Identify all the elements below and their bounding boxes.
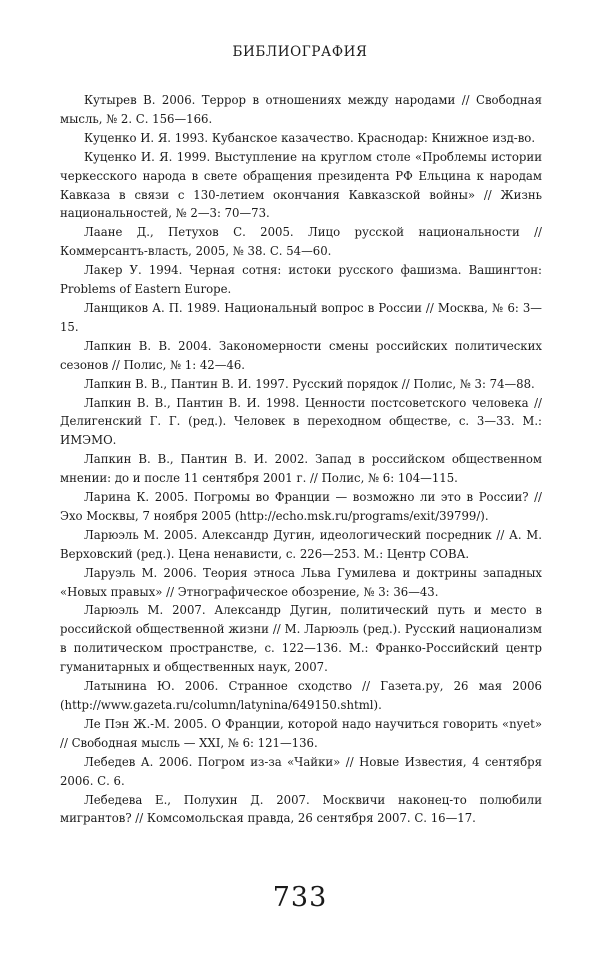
bibliography-entry: Ларюэль М. 2007. Александр Дугин, политический путь и место в российской общественной жизни // М. Ларюэль (ред.). Русский национализм в политическом пространстве, с. 122—136. М.: Франко-Российский центр гуманитарных и общественных наук, 2007. — [60, 603, 542, 675]
bibliography-entry: Куценко И. Я. 1993. Кубанское казачество. Краснодар: Книжное изд-во. — [84, 130, 536, 145]
page-number: 733 — [272, 882, 328, 913]
bibliography-entry: Лакер У. 1994. Черная сотня: истоки русского фашизма. Вашингтон: Problems of Eastern Europe. — [60, 263, 542, 297]
bibliography-entry: Латынина Ю. 2006. Странное сходство // Газета.ру, 26 мая 2006 (http://www.gazeta.ru/column/latynina/649150.shtml). — [60, 679, 542, 712]
bibliography-entry: Ле Пэн Ж.-М. 2005. О Франции, которой надо научиться говорить «nyet» // Свободная мысль — XXI, № 6: 121—136. — [60, 716, 542, 750]
running-header: БИБЛИОГРАФИЯ — [232, 44, 368, 60]
bibliography-entry: Лаане Д., Петухов С. 2005. Лицо русской национальности // Коммерсантъ-власть, 2005, № 38. С. 54—60. — [60, 225, 542, 259]
bibliography-entry: Лапкин В. В., Пантин В. И. 1998. Ценности постсоветского человека // Делигенский Г. Г. (ред.). Человек в переходном обществе, с. 3—33. М.: ИМЭМО. — [60, 395, 542, 448]
bibliography-entry: Ларуэль М. 2006. Теория этноса Льва Гумилева и доктрины западных «Новых правых» // Этнографическое обозрение, № 3: 36—43. — [60, 565, 542, 599]
bibliography-list — [60, 91, 542, 828]
bibliography-entry: Куценко И. Я. 1999. Выступление на круглом столе «Проблемы истории черкесского народа в свете обращения президента РФ Ельцина к народам Кавказа в связи с 130-летием окончания Кавказской войны» // Жизнь национальностей, № 2—3: 70—73. — [60, 149, 542, 221]
bibliography-entry: Ланщиков А. П. 1989. Национальный вопрос в России // Москва, № 6: 3—15. — [60, 300, 542, 334]
bibliography-entry: Кутырев В. 2006. Террор в отношениях между народами // Свободная мысль, № 2. С. 156—166. — [60, 93, 542, 126]
bibliography-entry: Лебедева Е., Полухин Д. 2007. Москвичи наконец-то полюбили мигрантов? // Комсомольская правда, 26 сентября 2007. С. 16—17. — [60, 792, 542, 826]
bibliography-entry: Ларина К. 2005. Погромы во Франции — возможно ли это в России? // Эхо Москвы, 7 ноября 2005 (http://echo.msk.ru/programs/exit/39799/). — [60, 490, 542, 523]
bibliography-entry: Лапкин В. В., Пантин В. И. 2002. Запад в российском общественном мнении: до и после 11 сентября 2001 г. // Полис, № 6: 104—115. — [60, 452, 542, 486]
bibliography-entry: Лапкин В. В., Пантин В. И. 1997. Русский порядок // Полис, № 3: 74—88. — [84, 376, 535, 391]
bibliography-entry: Лапкин В. В. 2004. Закономерности смены российских политических сезонов // Полис, № 1: 42—46. — [60, 338, 542, 372]
bibliography-entry: Ларюэль М. 2005. Александр Дугин, идеологический посредник // А. М. Верховский (ред.). Цена ненависти, с. 226—253. М.: Центр СОВА. — [60, 527, 542, 561]
bibliography-entry: Лебедев А. 2006. Погром из-за «Чайки» // Новые Известия, 4 сентября 2006. С. 6. — [60, 754, 542, 788]
